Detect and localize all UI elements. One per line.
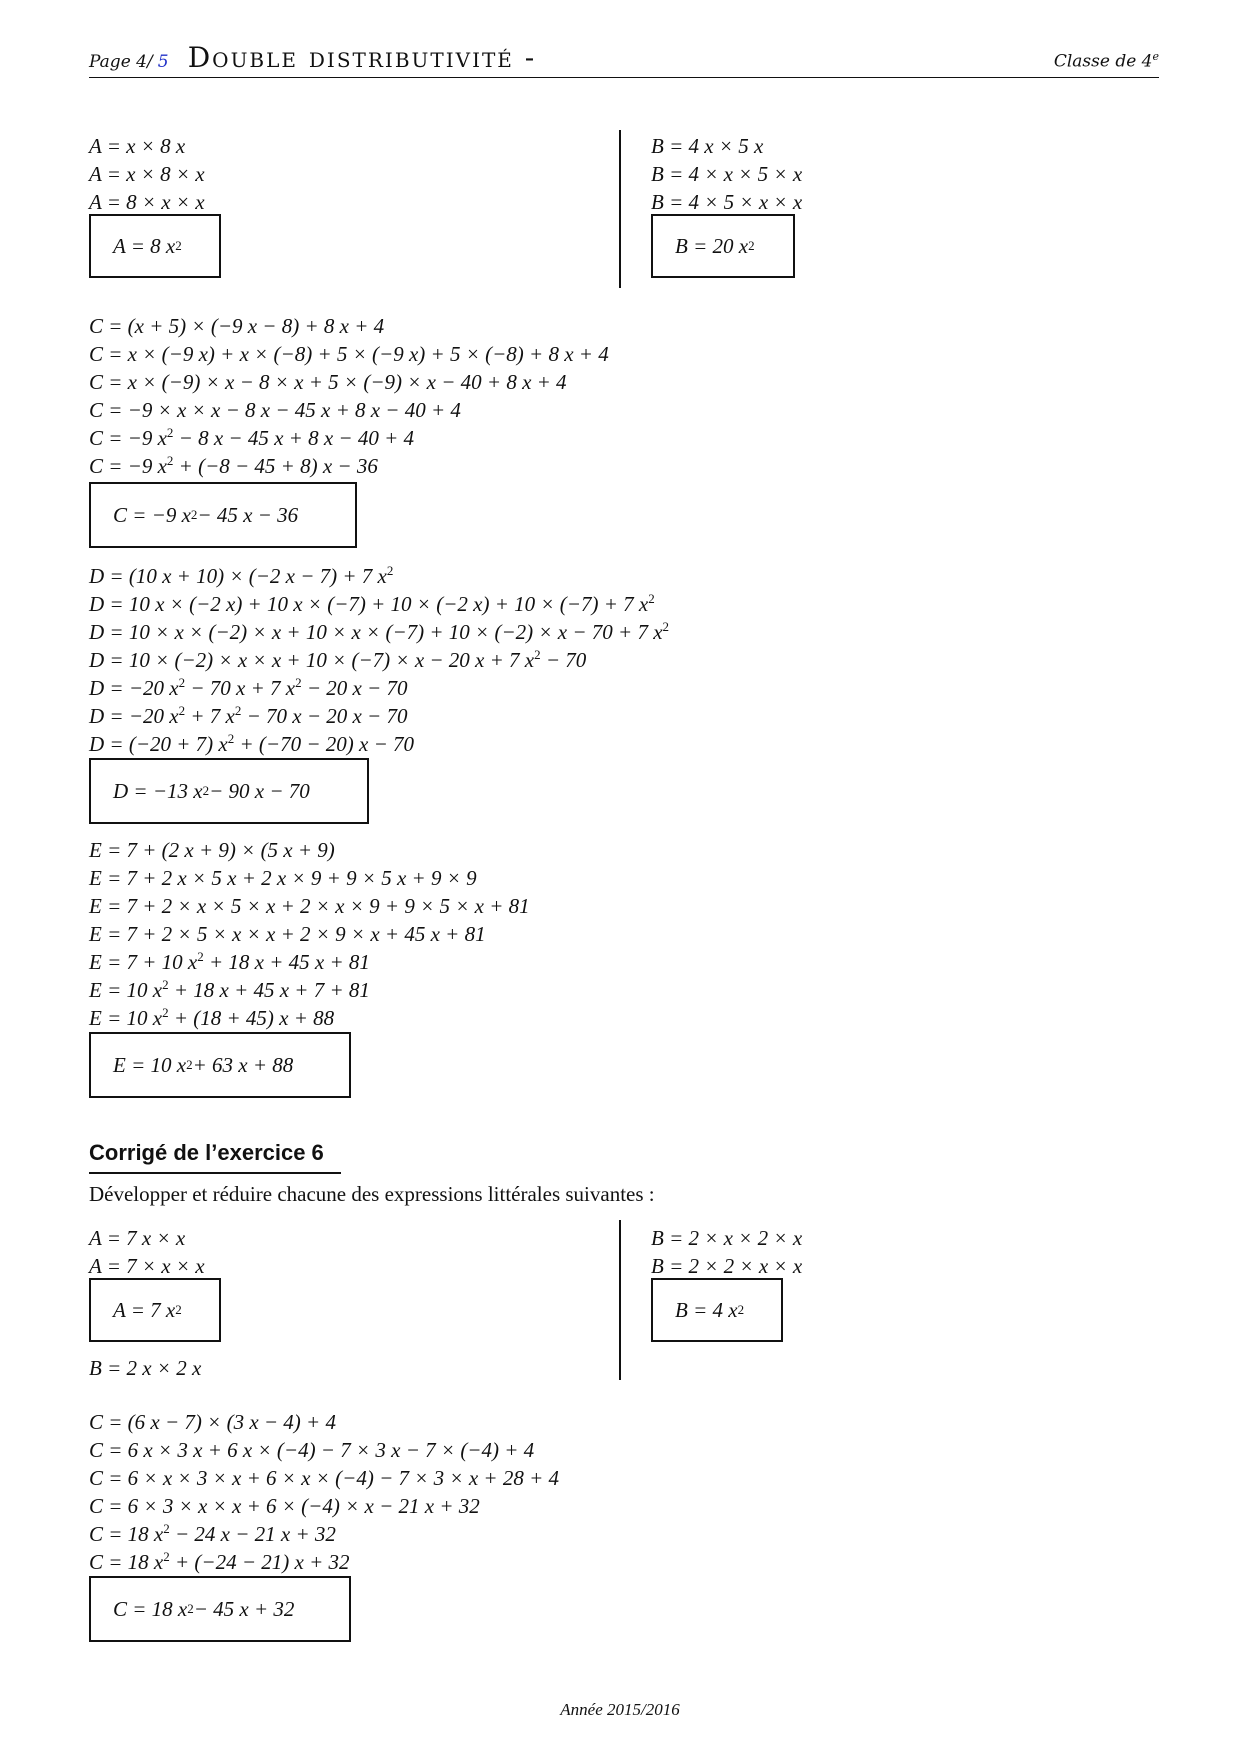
result-box: E = 10 x 2 + 63 x + 88 — [89, 1032, 351, 1098]
page-number-label: Page 4/ — [89, 52, 153, 72]
math-line: D = −20 $x^2 - 70$ x + 7 $x^2 - 20$ x − 70 — [89, 675, 408, 700]
math-line: E = 7 + 2 × x × 5 × x + 2 × x × 9 + 9 × 5 × x + 81 — [89, 894, 530, 918]
column-divider — [619, 1220, 621, 1380]
document-title: Double distributivité - — [187, 41, 537, 74]
math-line: A = 7 × x × x — [89, 1254, 205, 1278]
math-line: B = 2 × x × 2 × x — [651, 1226, 803, 1250]
math-line: A = 8 × x × x — [89, 190, 205, 214]
header-rule — [89, 77, 1159, 78]
math-line: C = −9 × x × x − 8 x − 45 x + 8 x − 40 + 4 — [89, 398, 461, 422]
result-box: A = 7 x 2 — [89, 1278, 221, 1342]
math-line: A = x × 8 x — [89, 134, 186, 158]
math-line: C = 6 x × 3 x + 6 x × (−4) − 7 × 3 x − 7 × (−4) + 4 — [89, 1438, 535, 1462]
math-line: C = (x + 5) × (−9 x − 8) + 8 x + 4 — [89, 314, 385, 338]
math-line: B = 4 x × 5 x — [651, 134, 764, 158]
math-line: C = 18 $x^2 - 24$ x − 21 x + 32 — [89, 1521, 336, 1546]
math-line: D = 10 × x × (−2) × x + 10 × x × (−7) + 10 × (−2) × x − 70 + 7 $x^2$ — [89, 619, 670, 644]
math-line: C = (6 x − 7) × (3 x − 4) + 4 — [89, 1410, 336, 1434]
math-line: B = 4 × 5 × x × x — [651, 190, 803, 214]
math-line: D = 10 × (−2) × x × x + 10 × (−7) × x − 20 x + 7 $x^2 - 70$ — [89, 647, 587, 672]
class-label: Classe de 4e — [1053, 50, 1159, 72]
math-line: C = 6 × 3 × x × x + 6 × (−4) × x − 21 x + 32 — [89, 1494, 480, 1518]
math-line: D = 10 x × (−2 x) + 10 x × (−7) + 10 × (−2 x) + 10 × (−7) + 7 $x^2$ — [89, 591, 655, 616]
page-footer: Année 2015/2016 — [560, 1700, 680, 1719]
math-line: E = 10 $x^2 + (18 + 45) x + 88$ — [89, 1005, 335, 1030]
math-line: E = 7 + 10 $x^2 + 18$ x + 45 x + 81 — [89, 949, 370, 974]
result-box: B = 20 x 2 — [651, 214, 795, 278]
math-line: B = 2 × 2 × x × x — [651, 1254, 803, 1278]
math-line: B = 2 x × 2 x — [89, 1356, 202, 1380]
math-line: E = 10 $x^2 + 18$ x + 45 x + 7 + 81 — [89, 977, 370, 1002]
column-divider — [619, 130, 621, 288]
section-title: Corrigé de l’exercice 6 — [89, 1140, 324, 1165]
math-line: E = 7 + 2 × 5 × x × x + 2 × 9 × x + 45 x + 81 — [89, 922, 486, 946]
math-line: C = 18 $x^2 + (-24 - 21) x + 32$ — [89, 1549, 350, 1574]
result-box: C = 18 x 2 − 45 x + 32 — [89, 1576, 351, 1642]
page-header — [89, 40, 1159, 78]
math-line: D = −20 $x^2 + 7$ $x^2 - 70$ x − 20 x − 70 — [89, 703, 408, 728]
math-line: D = (10 x + 10) × (−2 x − 7) + 7 $x^2$ — [89, 563, 394, 588]
math-line: C = 6 × x × 3 × x + 6 × x × (−4) − 7 × 3 × x + 28 + 4 — [89, 1466, 559, 1490]
result-box: D = −13 x 2 − 90 x − 70 — [89, 758, 369, 824]
math-line: C = −9 $x^2 + (-8 - 45 + 8) x - 36$ — [89, 453, 378, 478]
math-line: B = 4 × x × 5 × x — [651, 162, 803, 186]
math-line: A = 7 x × x — [89, 1226, 186, 1250]
instruction-text: Développer et réduire chacune des expressions littérales suivantes : — [89, 1182, 655, 1206]
math-line: A = x × 8 × x — [89, 162, 205, 186]
math-line: E = 7 + (2 x + 9) × (5 x + 9) — [89, 838, 335, 862]
math-line: E = 7 + 2 x × 5 x + 2 x × 9 + 9 × 5 x + 9 × 9 — [89, 866, 477, 890]
math-line: C = −9 $x^2 - 8$ x − 45 x + 8 x − 40 + 4 — [89, 425, 414, 450]
math-line: C = x × (−9) × x − 8 × x + 5 × (−9) × x − 40 + 8 x + 4 — [89, 370, 567, 394]
result-box: B = 4 x 2 — [651, 1278, 783, 1342]
page-total-link[interactable]: 5 — [157, 52, 169, 72]
result-box: C = −9 x 2 − 45 x − 36 — [89, 482, 357, 548]
section-title-underline — [89, 1172, 341, 1174]
result-box: A = 8 x 2 — [89, 214, 221, 278]
math-line: C = x × (−9 x) + x × (−8) + 5 × (−9 x) + 5 × (−8) + 8 x + 4 — [89, 342, 609, 366]
math-line: D = (−20 + 7) $x^2 + (-70 - 20) x - 70$ — [89, 731, 414, 756]
